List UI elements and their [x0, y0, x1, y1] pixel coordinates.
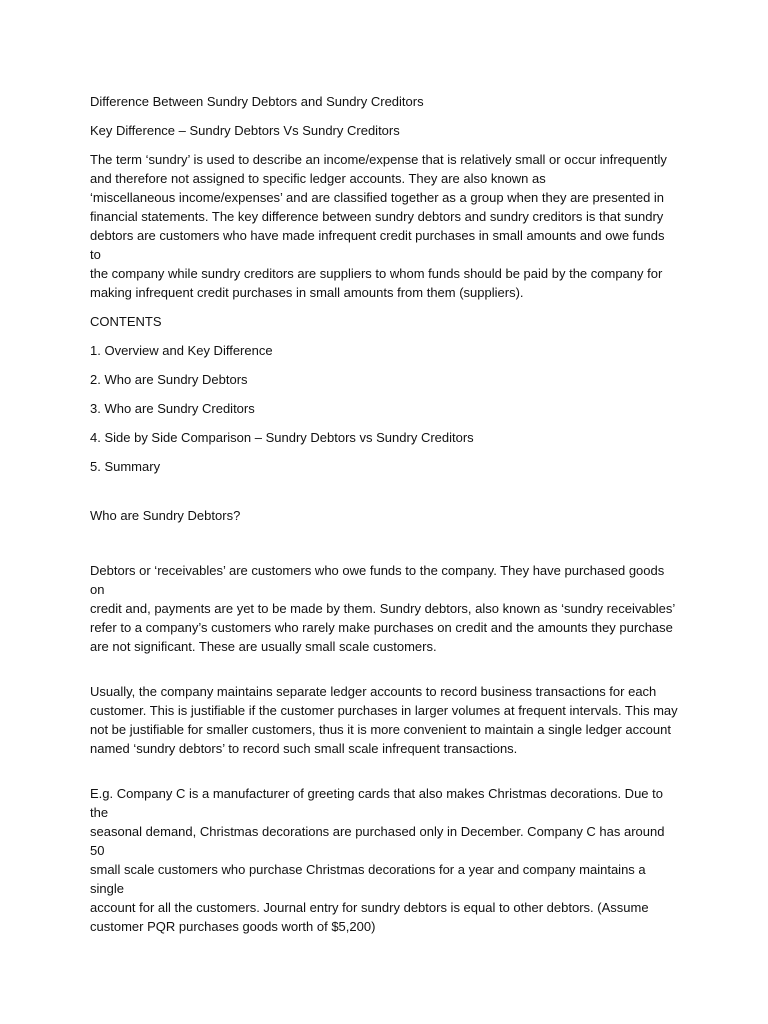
document-page: [90, 92, 678, 936]
document-title: Difference Between Sundry Debtors and Sundry Creditors: [90, 94, 424, 109]
contents-item: 2. Who are Sundry Debtors: [90, 372, 248, 387]
document-subtitle: Key Difference – Sundry Debtors Vs Sundry Creditors: [90, 123, 400, 138]
contents-heading: CONTENTS: [90, 314, 162, 329]
section-heading: Who are Sundry Debtors?: [90, 508, 241, 523]
contents-item: 4. Side by Side Comparison – Sundry Debtors vs Sundry Creditors: [90, 430, 474, 445]
contents-item: 5. Summary: [90, 459, 161, 474]
debtors-paragraph: Debtors or ‘receivables’ are customers who owe funds to the company. They have purchased goods on credit and, payments are yet to be made by them. Sundry debtors, also known as ‘sundry receivables’ refer to a company’s customers who rarely make purchases on credit and the amounts they purchase are not significant. These are usually small scale customers.: [90, 563, 676, 654]
intro-paragraph: The term ‘sundry’ is used to describe an income/expense that is relatively small or occur infrequently and therefore not assigned to specific ledger accounts. They are also known as ‘miscellaneous income/expenses’ and are classified together as a group when they are presented in financial statements. The key difference between sundry debtors and sundry creditors is that sundry debtors are customers who have made infrequent credit purchases in small amounts and owe funds to the company while sundry creditors are suppliers to whom funds should be paid by the company for making infrequent credit purchases in small amounts from them (suppliers).: [90, 152, 667, 300]
example-paragraph: E.g. Company C is a manufacturer of greeting cards that also makes Christmas decorations. Due to the seasonal demand, Christmas decorations are purchased only in December. Company C has around 50 small scale customers who purchase Christmas decorations for a year and company maintains a single account for all the customers. Journal entry for sundry debtors is equal to other debtors. (Assume customer PQR purchases goods worth of $5,200): [90, 786, 665, 934]
contents-item: 1. Overview and Key Difference: [90, 343, 273, 358]
ledger-paragraph: Usually, the company maintains separate ledger accounts to record business transactions for each customer. This is justifiable if the customer purchases in larger volumes at frequent intervals. This may not be justifiable for smaller customers, thus it is more convenient to maintain a single ledger account named ‘sundry debtors’ to record such small scale infrequent transactions.: [90, 684, 678, 756]
contents-item: 3. Who are Sundry Creditors: [90, 401, 255, 416]
